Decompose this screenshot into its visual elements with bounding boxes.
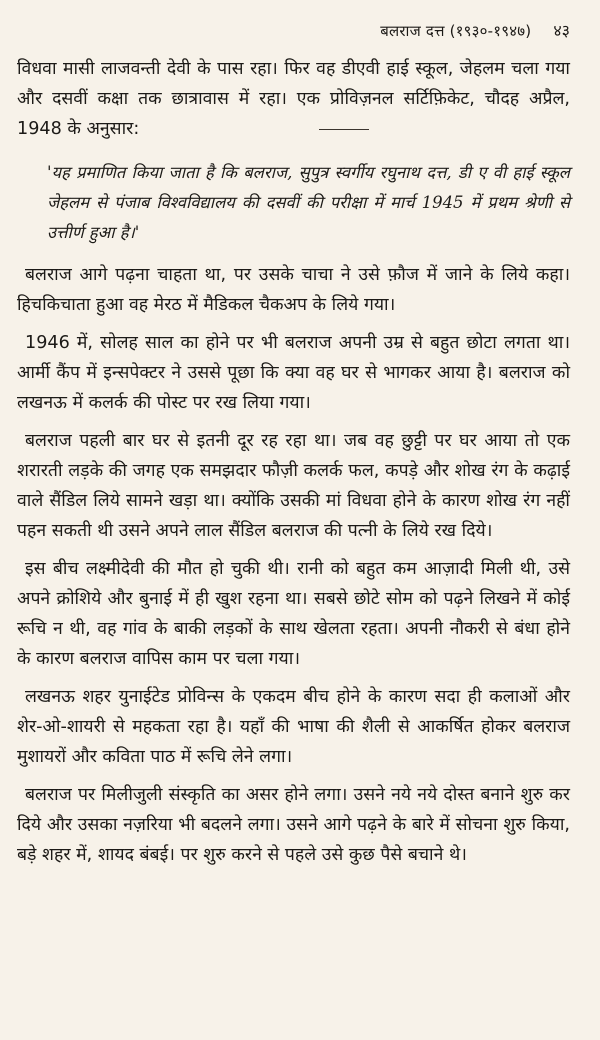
- header-title: बलराज दत्त (१९३०-१९४७): [380, 22, 532, 40]
- paragraph-family: इस बीच लक्ष्मीदेवी की मौत हो चुकी थी। रानी को बहुत कम आज़ादी मिली थी, उसे अपने क्रोशिये और बुनाई में ही खुश रहना था। सबसे छोटे सोम को पढ़ने लिखने में कोई रूचि न थी, वह गांव के बाकी लड़कों के साथ खेलता रहता। अपनी नौकरी से बंधा होने के कारण बलराज वापिस काम पर चला गया।: [17, 559, 570, 669]
- paragraph-certificate-intro: [17, 54, 570, 144]
- page-number: ४३: [553, 21, 570, 40]
- paragraph-certificate-intro-text: विधवा मासी लाजवन्ती देवी के पास रहा। फिर वह डीएवी हाई स्कूल, जेहलम चला गया और दसवीं कक्षा तक छात्रावास में रहा। एक प्रोविज़नल सर्टिफ़िकेट, चौदह अप्रैल, 1948 के अनुसार:: [17, 59, 570, 139]
- pencil-underline: [319, 129, 369, 130]
- certificate-quote: [17, 158, 570, 248]
- running-header: [17, 20, 570, 54]
- paragraph-lucknow: लखनऊ शहर युनाईटेड प्रोविन्स के एकदम बीच होने के कारण सदा ही कलाओं और शेर-ओ-शायरी से महकता रहा है। यहाँ की भाषा की शैली से आकर्षित होकर बलराज मुशायरों और कविता पाठ में रूचि लेने लगा।: [17, 687, 570, 767]
- certificate-quote-text: 'यह प्रमाणित किया जाता है कि बलराज, सुपुत्र स्वर्गीय रघुनाथ दत्त, डी ए वी हाई स्कूल जेहलम से पंजाब विश्वविद्यालय की दसवीं की परीक्षा में मार्च 1945 में प्रथम श्रेणी से उत्तीर्ण हुआ है।': [47, 163, 570, 242]
- paragraph-new-friends: बलराज पर मिलीजुली संस्कृति का असर होने लगा। उसने नये नये दोस्त बनाने शुरु कर दिये और उसका नज़रिया भी बदलने लगा। उसने आगे पढ़ने के बारे में सोचना शुरु किया, बड़े शहर में, शायद बंबई। पर शुरु करने से पहले उसे कुछ पैसे बचाने थे।: [17, 785, 570, 865]
- body-text: [17, 54, 570, 870]
- paragraph-first-leave: बलराज पहली बार घर से इतनी दूर रह रहा था। जब वह छुट्टी पर घर आया तो एक शरारती लड़के की जगह एक समझदार फौज़ी कलर्क फल, कपड़े और शोख रंग के कढ़ाई वाले सैंडिल लिये सामने खड़ा था। क्योंकि उसकी मां विधवा होने के कारण शोख रंग नहीं पहन सकती थी उसने अपने लाल सैंडिल बलराज की पत्नी के लिये रख दिये।: [17, 431, 570, 541]
- paragraph-1946: 1946 में, सोलह साल का होने पर भी बलराज अपनी उम्र से बहुत छोटा लगता था। आर्मी कैंप में इन्सपेक्टर ने उससे पूछा कि क्या वह घर से भागकर आया है। बलराज को लखनऊ में कलर्क की पोस्ट पर रख लिया गया।: [17, 333, 570, 413]
- paragraph-army: बलराज आगे पढ़ना चाहता था, पर उसके चाचा ने उसे फ़ौज में जाने के लिये कहा। हिचकिचाता हुआ वह मेरठ में मैडिकल चैकअप के लिये गया।: [17, 265, 570, 315]
